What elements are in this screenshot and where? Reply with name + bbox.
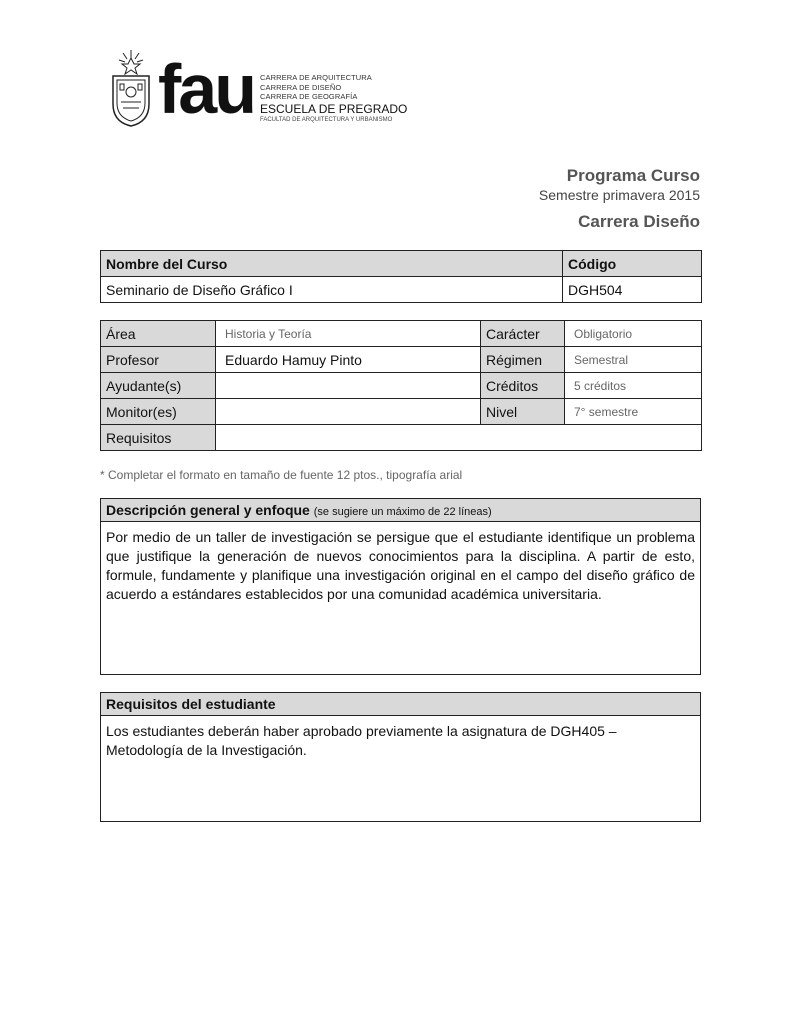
logo-line-1: CARRERA DE ARQUITECTURA (260, 73, 372, 82)
fau-wordmark: fau (158, 50, 254, 128)
page-title: Programa Curso (566, 166, 700, 185)
creditos-value: 5 créditos (565, 373, 702, 399)
details-table (100, 320, 702, 451)
nivel-value: 7° semestre (565, 399, 702, 425)
logo-line-3: CARRERA DE GEOGRAFÍA (260, 92, 358, 101)
area-label: Área (101, 321, 216, 347)
course-code-value: DGH504 (563, 277, 702, 303)
profesor-value: Eduardo Hamuy Pinto (216, 347, 481, 373)
table-row (101, 251, 702, 277)
ayudantes-value (216, 373, 481, 399)
university-shield-icon (110, 48, 152, 128)
monitores-label: Monitor(es) (101, 399, 216, 425)
description-title: Descripción general y enfoque (106, 502, 310, 518)
course-code-header: Código (563, 251, 702, 277)
course-name-value: Seminario de Diseño Gráfico I (101, 277, 563, 303)
course-name-header: Nombre del Curso (101, 251, 563, 277)
nivel-label: Nivel (481, 399, 565, 425)
regimen-label: Régimen (481, 347, 565, 373)
carrera-label: Carrera Diseño (578, 212, 700, 231)
area-value: Historia y Teoría (216, 321, 481, 347)
table-row (101, 277, 702, 303)
logo-faculty: FACULTAD DE ARQUITECTURA Y URBANISMO (260, 116, 393, 123)
table-row (101, 321, 702, 347)
semester-label: Semestre primavera 2015 (538, 187, 700, 203)
creditos-label: Créditos (481, 373, 565, 399)
fau-logo (110, 48, 408, 130)
table-row (101, 399, 702, 425)
table-row (101, 373, 702, 399)
caracter-label: Carácter (481, 321, 565, 347)
requirements-title: Requisitos del estudiante (101, 693, 700, 716)
description-header (101, 499, 700, 522)
regimen-value: Semestral (565, 347, 702, 373)
table-row (101, 425, 702, 451)
format-note: * Completar el formato en tamaño de fuente 12 ptos., tipografía arial (100, 468, 463, 482)
requirements-body: Los estudiantes deberán haber aprobado previamente la asignatura de DGH405 – Metodología de la Investigación. (106, 723, 617, 758)
requisitos-value (216, 425, 702, 451)
description-hint: (se sugiere un máximo de 22 líneas) (313, 506, 492, 518)
logo-school: ESCUELA DE PREGRADO (260, 101, 408, 116)
logo-text-block (260, 74, 407, 123)
monitores-value (216, 399, 481, 425)
course-table (100, 250, 702, 303)
requisitos-label: Requisitos (101, 425, 216, 451)
logo-line-2: CARRERA DE DISEÑO (260, 82, 342, 92)
description-body: Por medio de un taller de investigación se persigue que el estudiante identifique un problema que justifique la generación de nuevos conocimientos para la disciplina. A partir de esto, formule, fundamente y planifique una investigación original en el campo del diseño gráfico de acuerdo a estándares establecidos por una comunidad académica universitaria. (106, 529, 695, 602)
table-row (101, 347, 702, 373)
description-section (100, 498, 701, 675)
caracter-value: Obligatorio (565, 321, 702, 347)
profesor-label: Profesor (101, 347, 216, 373)
ayudantes-label: Ayudante(s) (101, 373, 216, 399)
requirements-section (100, 692, 701, 822)
